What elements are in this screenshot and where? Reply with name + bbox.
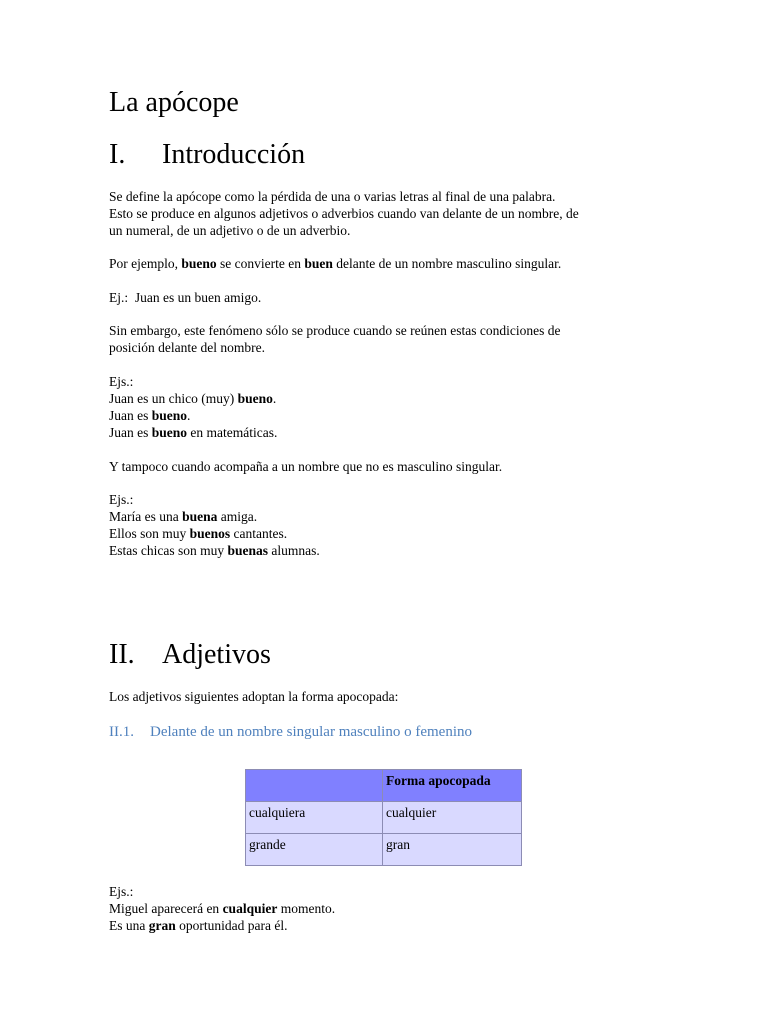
example-line xyxy=(109,525,669,542)
table-row xyxy=(246,834,522,866)
text-line: posición delante del nombre. xyxy=(109,340,265,355)
text-run: delante de un nombre masculino singular. xyxy=(332,256,562,271)
table-cell: cualquiera xyxy=(246,802,383,834)
intro-paragraph xyxy=(109,188,669,239)
text-run: cantantes. xyxy=(230,526,288,541)
adjetivos-intro: Los adjetivos siguientes adoptan la forma apocopada: xyxy=(109,689,399,704)
apocope-table xyxy=(245,769,522,866)
bold-word: buenas xyxy=(227,543,269,558)
examples-block-2 xyxy=(109,491,669,559)
table-header-cell: Forma apocopada xyxy=(383,770,522,802)
example-line xyxy=(109,900,669,917)
text-line: un numeral, de un adjetivo o de un adverbio. xyxy=(109,223,351,238)
text-run: Ellos son muy xyxy=(109,526,190,541)
text-line: Se define la apócope como la pérdida de una o varias letras al final de una palabra. xyxy=(109,189,556,204)
text-line: Sin embargo, este fenómeno sólo se produce cuando se reúnen estas condiciones de xyxy=(109,323,561,338)
bold-word: bueno xyxy=(181,256,217,271)
examples-label: Ejs.: xyxy=(109,492,134,507)
table-header-cell xyxy=(246,770,383,802)
text-run: oportunidad para él. xyxy=(175,918,288,933)
bold-word: buen xyxy=(304,256,333,271)
table-header-row xyxy=(246,770,522,802)
document-title: La apócope xyxy=(109,87,239,118)
section-number: II. xyxy=(109,639,135,670)
text-run: Es una xyxy=(109,918,149,933)
text-run: Juan es un chico (muy) xyxy=(109,391,238,406)
subsection-heading xyxy=(109,722,472,742)
text-run: . xyxy=(272,391,277,406)
example-line xyxy=(109,508,669,525)
text-run: en matemáticas. xyxy=(187,425,278,440)
text-run: alumnas. xyxy=(268,543,320,558)
text-run: Juan es xyxy=(109,408,152,423)
table-cell: gran xyxy=(383,834,522,866)
bold-word: cualquier xyxy=(222,901,278,916)
example-paragraph xyxy=(109,255,669,272)
examples-block-3 xyxy=(109,883,669,934)
examples-label: Ejs.: xyxy=(109,374,134,389)
subsection-title: Delante de un nombre singular masculino o femenino xyxy=(150,724,472,740)
examples-block-1 xyxy=(109,373,669,441)
section-number: I. xyxy=(109,139,126,170)
conditions-paragraph xyxy=(109,322,669,356)
bold-word: buenos xyxy=(189,526,231,541)
text-run: Miguel aparecerá en xyxy=(109,901,223,916)
bold-word: bueno xyxy=(151,408,188,423)
text-run: . xyxy=(187,408,191,423)
example-sentence: Ej.: Juan es un buen amigo. xyxy=(109,290,262,305)
section-heading-introduccion xyxy=(109,138,305,172)
text-run: amiga. xyxy=(217,509,258,524)
restriction-paragraph: Y tampoco cuando acompaña a un nombre que no es masculino singular. xyxy=(109,459,503,474)
example-line xyxy=(109,407,669,424)
text-line: Esto se produce en algunos adjetivos o adverbios cuando van delante de un nombre, de xyxy=(109,206,579,221)
example-line xyxy=(109,542,669,559)
text-run: momento. xyxy=(277,901,336,916)
text-run: se convierte en xyxy=(216,256,305,271)
bold-word: bueno xyxy=(237,391,273,406)
bold-word: gran xyxy=(148,918,176,933)
section-title: Introducción xyxy=(162,139,306,170)
text-line xyxy=(109,255,669,272)
subsection-number: II.1. xyxy=(109,724,134,740)
table-cell: grande xyxy=(246,834,383,866)
text-run: Estas chicas son muy xyxy=(109,543,228,558)
example-line xyxy=(109,390,669,407)
example-line xyxy=(109,424,669,441)
section-title: Adjetivos xyxy=(162,639,271,670)
text-run: Juan es xyxy=(109,425,152,440)
example-line xyxy=(109,917,669,934)
section-heading-adjetivos xyxy=(109,638,271,672)
bold-word: buena xyxy=(182,509,218,524)
table-row xyxy=(246,802,522,834)
text-run: María es una xyxy=(109,509,183,524)
bold-word: bueno xyxy=(151,425,188,440)
text-run: Por ejemplo, xyxy=(109,256,182,271)
table-cell: cualquier xyxy=(383,802,522,834)
examples-label: Ejs.: xyxy=(109,884,134,899)
